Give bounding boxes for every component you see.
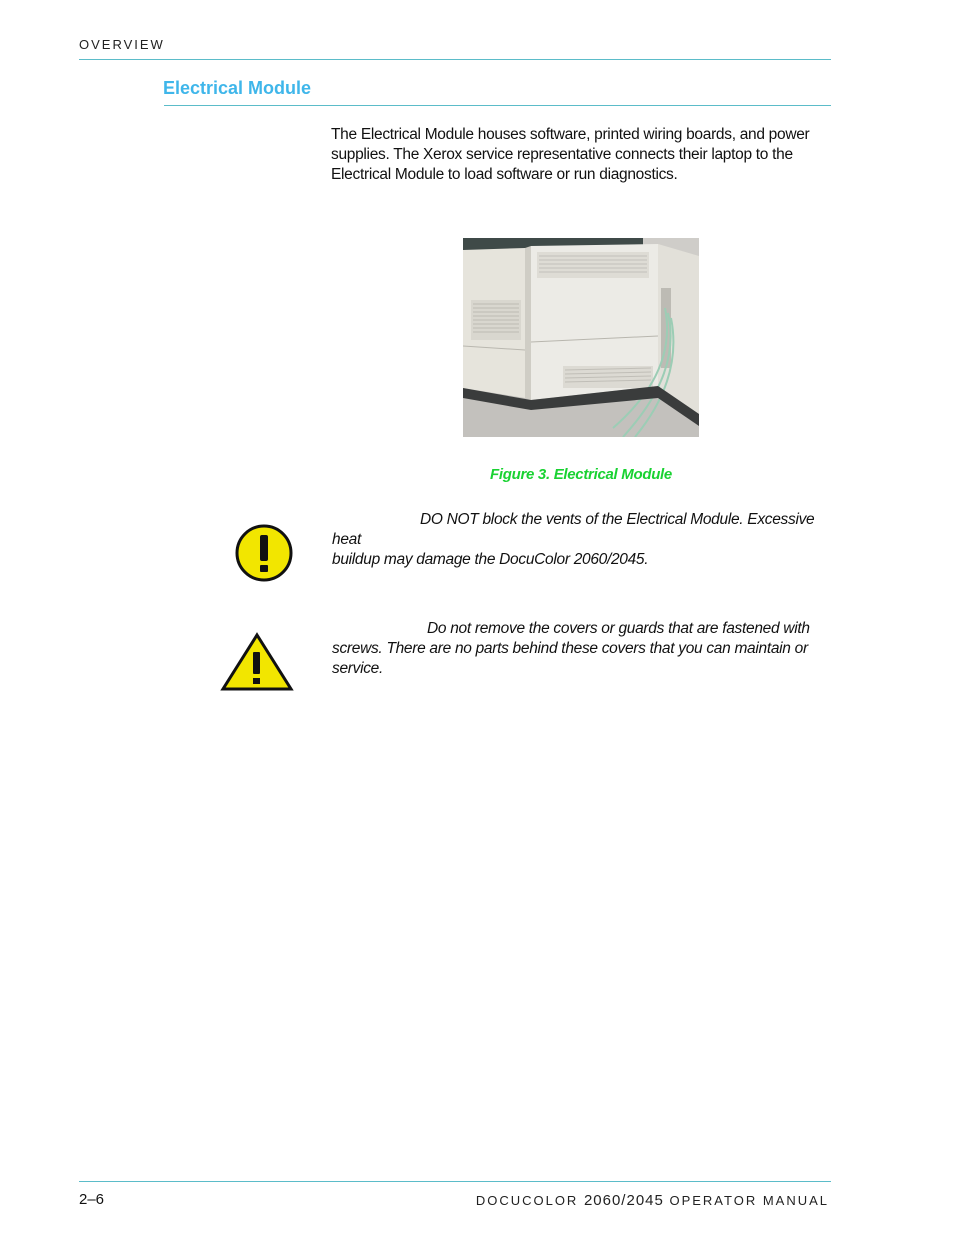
manual-title [476, 1192, 829, 1209]
caution-text-line-1: DO NOT block the vents of the Electrical Module. Excessive heat [332, 511, 815, 548]
page-number: 2–6 [79, 1191, 105, 1208]
electrical-module-illustration [463, 238, 699, 437]
section-heading: Electrical Module [163, 78, 312, 98]
caution-notice [332, 510, 837, 570]
caution-exclamation-circle-icon [235, 524, 293, 582]
section-heading-rule [164, 105, 831, 106]
running-head: OVERVIEW [79, 37, 165, 52]
body-paragraph: The Electrical Module houses software, printed wiring boards, and power supplies. The Xerox service representative connects their laptop to the Electrical Module to load software or run diagnostics. [331, 126, 810, 183]
warning-triangle-icon [220, 632, 294, 692]
figure-caption: Figure 3. Electrical Module [490, 466, 672, 483]
warning-text-line-1: Do not remove the covers or guards that are fastened with [427, 620, 810, 637]
caution-text-line-2: buildup may damage the DocuColor 2060/2045. [332, 551, 649, 568]
warning-text-line-2: screws. There are no parts behind these covers that you can maintain or service. [332, 640, 808, 677]
manual-title-suffix: OPERATOR MANUAL [663, 1193, 829, 1208]
manual-title-prefix: DOCUCOLOR [475, 1193, 584, 1208]
header-rule [79, 59, 831, 60]
footer-rule [79, 1181, 831, 1182]
manual-title-model: 2060/2045 [583, 1192, 664, 1209]
electrical-module-figure [463, 238, 699, 437]
warning-notice [332, 619, 837, 679]
